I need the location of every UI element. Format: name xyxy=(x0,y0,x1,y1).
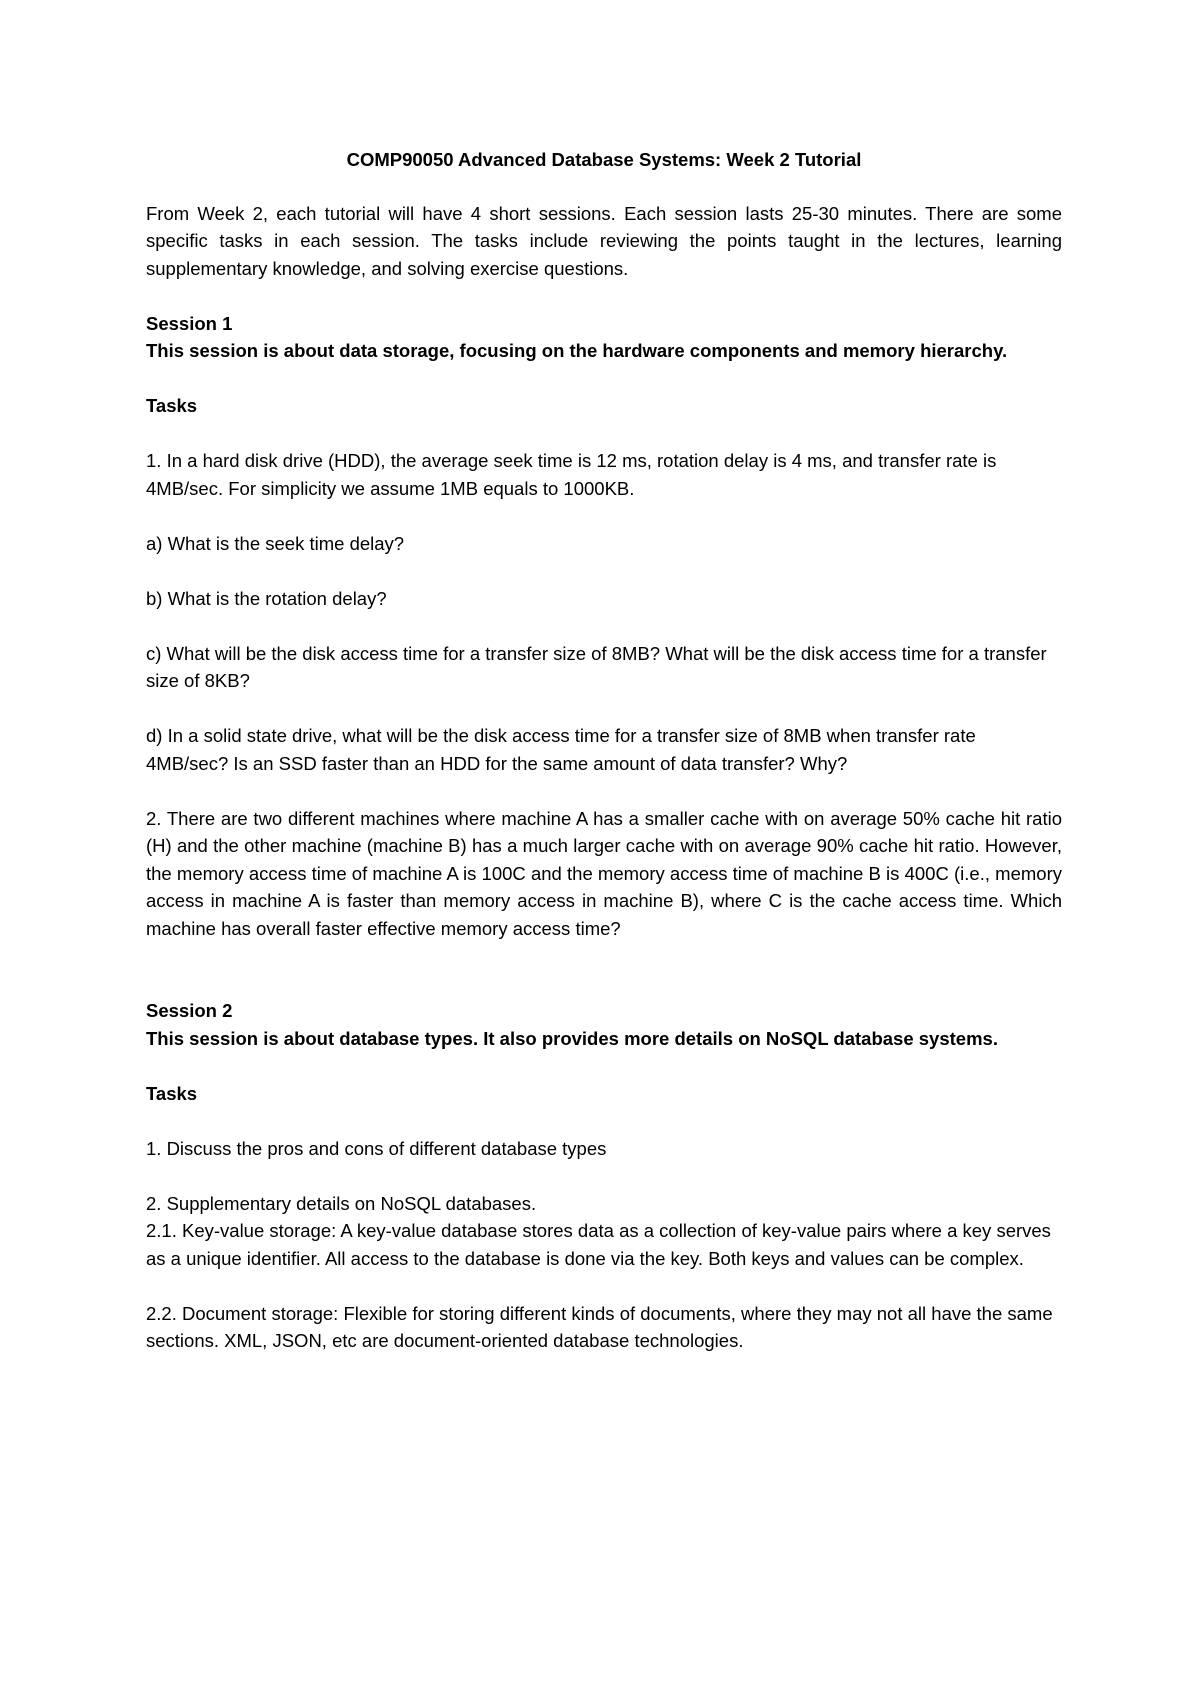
session-2-task-2-2: 2.2. Document storage: Flexible for storing different kinds of documents, where they may not all have the same sections. XML, JSON, etc are document-oriented database technologies. xyxy=(146,1302,1053,1351)
session-1-question-2: 2. There are two different machines where machine A has a smaller cache with on average 50% cache hit ratio (H) and the other machine (machine B) has a much larger cache with on average 90% cache hit ratio. However, the memory access time of machine A is 100C and the memory access time of machine B is 400C (i.e., memory access in machine A is faster than memory access in machine B), where C is the cache access time. Which machine has overall faster effective memory access time? xyxy=(146,807,1062,939)
session-2-task-2-1: 2.1. Key-value storage: A key-value database stores data as a collection of key-value pairs where a key serves as a unique identifier. All access to the database is done via the key. Both keys and values can be complex. xyxy=(146,1220,1051,1269)
session-1-question-1d: d) In a solid state drive, what will be the disk access time for a transfer size of 8MB when transfer rate 4MB/sec? Is an SSD faster than an HDD for the same amount of data transfer? Why? xyxy=(146,725,976,774)
session-1-header xyxy=(146,310,1062,365)
session-2-description: This session is about database types. It also provides more details on NoSQL database systems. xyxy=(146,1027,998,1049)
session-2-task-2-group xyxy=(146,1190,1062,1273)
session-1-tasks-heading: Tasks xyxy=(146,395,198,416)
session-1-question-1: 1. In a hard disk drive (HDD), the average seek time is 12 ms, rotation delay is 4 ms, and transfer rate is 4MB/sec. For simplicity we assume 1MB equals to 1000KB. xyxy=(146,450,997,499)
session-2-heading: Session 2 xyxy=(146,1000,233,1021)
session-1-description: This session is about data storage, focusing on the hardware components and memory hierarchy. xyxy=(146,340,1008,361)
intro-paragraph: From Week 2, each tutorial will have 4 short sessions. Each session lasts 25-30 minutes. There are some specific tasks in each session. The tasks include reviewing the points taught in the lectures, learning supplementary knowledge, and solving exercise questions. xyxy=(146,202,1062,279)
session-1-question-1b: b) What is the rotation delay? xyxy=(146,587,387,609)
document-page xyxy=(146,146,1062,1382)
session-1-heading: Session 1 xyxy=(146,312,233,334)
session-2-task-1: 1. Discuss the pros and cons of different database types xyxy=(146,1137,607,1159)
session-2-header xyxy=(146,997,1062,1052)
document-title: COMP90050 Advanced Database Systems: Week 2 Tutorial xyxy=(346,149,862,170)
session-1-question-1c: c) What will be the disk access time for a transfer size of 8MB? What will be the disk access time for a transfer size of 8KB? xyxy=(146,642,1047,691)
session-2-tasks-heading: Tasks xyxy=(146,1082,198,1104)
session-2-task-2: 2. Supplementary details on NoSQL databases. xyxy=(146,1192,537,1214)
session-1-question-1a: a) What is the seek time delay? xyxy=(146,532,405,554)
